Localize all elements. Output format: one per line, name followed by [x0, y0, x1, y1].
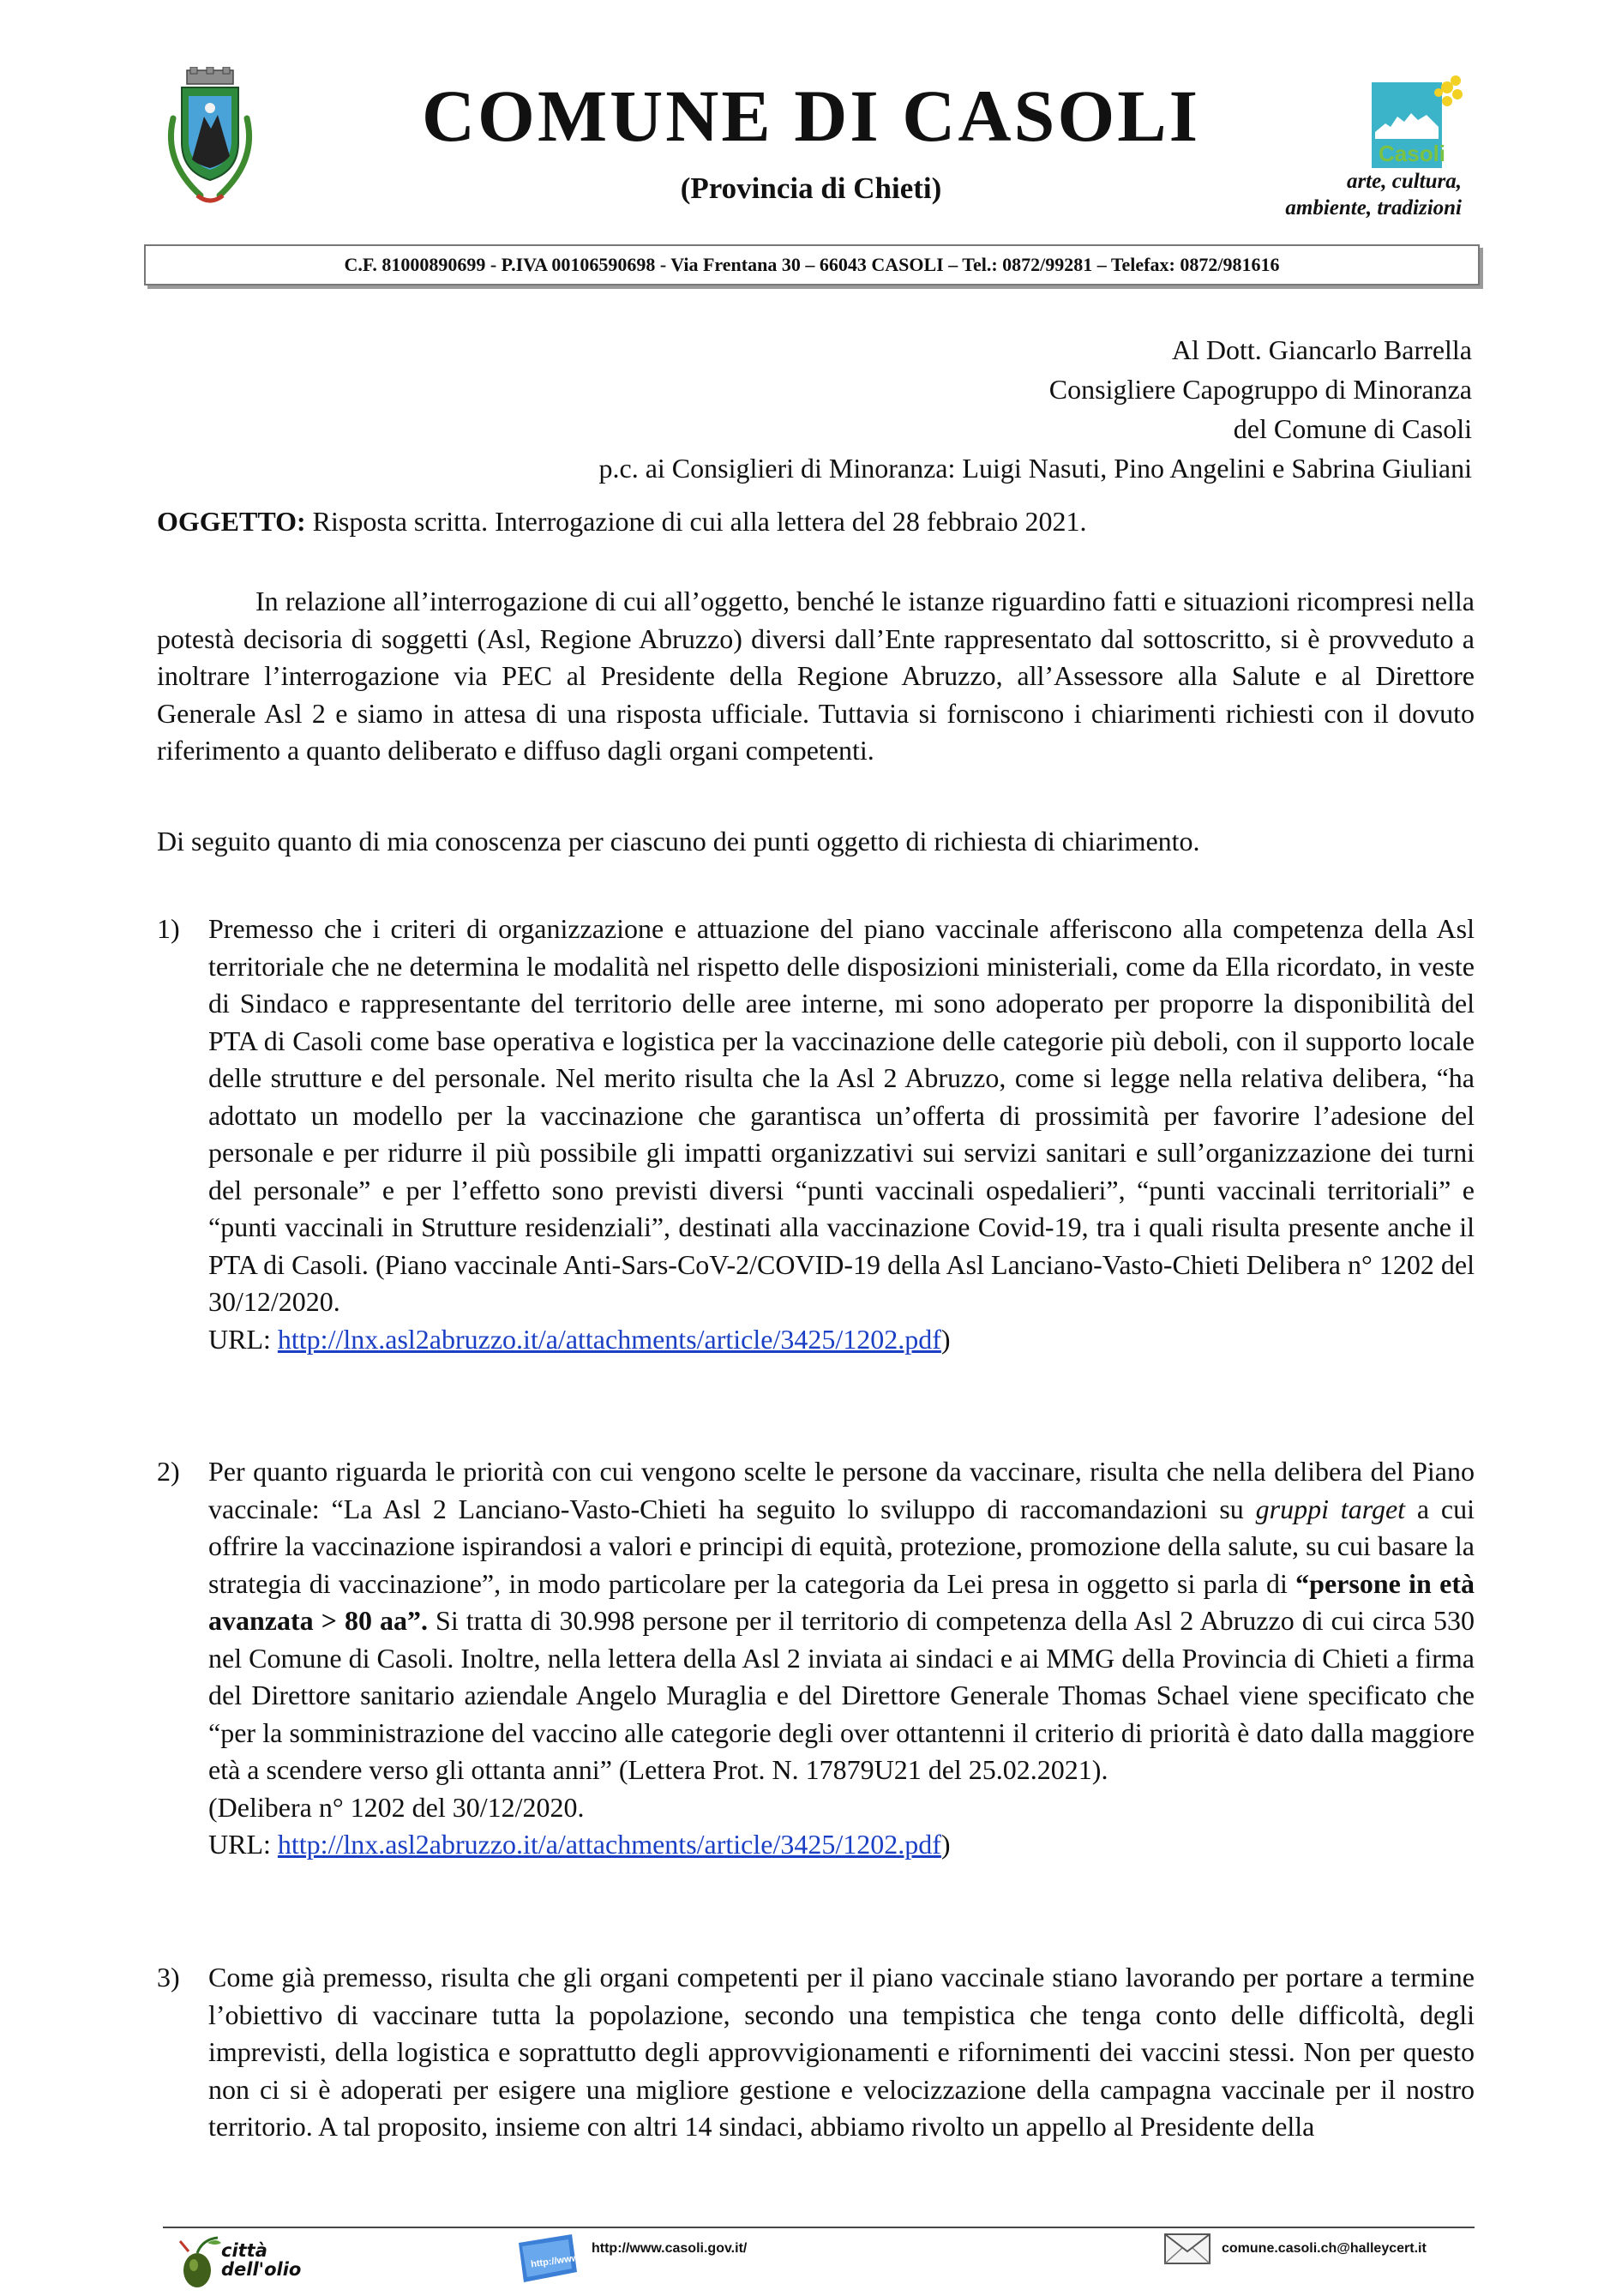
- addressee-line: Consigliere Capogruppo di Minoranza: [1048, 374, 1472, 405]
- item-2-delibera: (Delibera n° 1202 del 30/12/2020.: [208, 1791, 585, 1823]
- brand-tagline-line-1: arte, cultura,: [1346, 170, 1462, 193]
- olive-city-line-1: città: [221, 2240, 267, 2261]
- item-2-body-c: Si tratta di 30.998 persone per il territorio di competenza della Asl 2 Abruzzo di cui circa 530 nel Comune di Casoli. Inoltre, nella lettera della Asl 2 inviata ai sindaci e ai MMG della Provincia di Chieti a firma del Direttore sanitario aziendale Angelo Muraglia e del Direttore Generale Thomas Schael viene specificato che “per la somministrazione del vaccino alle categorie degli over ottantenni il criterio di priorità è dato dalla maggiore età a scendere verso gli ottanta anni” (Lettera Prot. N. 17879U21 del 25.02.2021).: [208, 1605, 1475, 1785]
- item-2-italic: gruppi target: [1255, 1493, 1406, 1524]
- item-2-bold: “persone in età avanzata > 80 aa”.: [208, 1567, 1475, 1636]
- subject-label: OGGETTO:: [157, 506, 306, 537]
- list-item-text: [208, 1453, 1475, 1864]
- website-icon-text: http://www: [530, 2252, 580, 2270]
- list-item-number: 2): [157, 1456, 180, 1487]
- brand-tagline: [1226, 168, 1462, 222]
- url-close: ): [940, 1323, 951, 1355]
- item-1-body: Premesso che i criteri di organizzazione e attuazione del piano vaccinale afferiscono alla competenza della Asl territoriale che ne determina le modalità nel rispetto delle disposizioni ministeriali, come da Ella ricordato, in veste di Sindaco e rappresentante del territorio delle aree interne, mi sono adoperato per proporre la disponibilità del PTA di Casoli come base operativa e logistica per la vaccinazione delle categorie più deboli, con il supporto locale delle strutture e del personale. Nel merito risulta che la Asl 2 Abruzzo, come si legge nella relativa delibera, “ha adottato un modello per la vaccinazione che garantisca un’offerta di prossimità per favorire l’adesione del personale e per ridurre il più possibile gli impatti organizzativi sui servizi sanitari e sull’organizzazione dei turni del personale” e per l’effetto sono previsti diversi “punti vaccinali ospedalieri”, “punti vaccinali territoriali” e “punti vaccinali in Strutture residenziali”, destinati alla vaccinazione Covid-19, tra i quali risulta presente anche il PTA di Casoli. (Piano vaccinale Anti-Sars-CoV-2/COVID-19 della Asl Lanciano-Vasto-Chieti Delibera n° 1202 del 30/12/2020.: [208, 913, 1475, 1317]
- url-label: URL:: [208, 1323, 278, 1355]
- list-item-number: 1): [157, 913, 180, 944]
- fiscal-info-text: C.F. 81000890699 - P.IVA 00106590698 - Via Frentana 30 – 66043 CASOLI – Tel.: 0872/99281 – Telefax: 0872/981616: [344, 254, 1280, 275]
- addressee-line: del Comune di Casoli: [1233, 413, 1472, 444]
- points-intro-paragraph: Di seguito quanto di mia conoscenza per ciascuno dei punti oggetto di richiesta di chiarimento.: [157, 826, 1200, 856]
- delibera-pdf-link[interactable]: http://lnx.asl2abruzzo.it/a/attachments/article/3425/1202.pdf: [277, 1829, 941, 1860]
- subject-line: [157, 506, 1086, 538]
- url-close: ): [940, 1829, 951, 1860]
- addressee-line: p.c. ai Consiglieri di Minoranza: Luigi Nasuti, Pino Angelini e Sabrina Giuliani: [598, 453, 1472, 484]
- addressee-block: [598, 330, 1472, 488]
- intro-paragraph: In relazione all’interrogazione di cui all’oggetto, benché le istanze riguardino fatti e situazioni ricompresi nella potestà decisoria di soggetti (Asl, Regione Abruzzo) diversi dall’Ente rappresentato dal sottoscritto, si è provveduto a inoltrare l’interrogazione via PEC al Presidente della Regione Abruzzo, all’Assessore alla Salute e al Direttore Generale Asl 2 e siamo in attesa di una risposta ufficiale. Tuttavia si forniscono i chiarimenti richiesti con il dovuto riferimento a quanto deliberato e diffuso dagli organi competenti.: [157, 586, 1475, 766]
- casoli-brand-logo-icon: [1363, 70, 1466, 173]
- delibera-pdf-link[interactable]: http://lnx.asl2abruzzo.it/a/attachments/article/3425/1202.pdf: [277, 1323, 941, 1355]
- website-link[interactable]: http://www.casoli.gov.it/: [592, 2241, 748, 2256]
- email-link[interactable]: comune.casoli.ch@halleycert.it: [1222, 2241, 1427, 2256]
- brand-tagline-line-2: ambiente, tradizioni: [1285, 196, 1462, 220]
- list-item-text: Come già premesso, risulta che gli organi competenti per il piano vaccinale stiano lavorando per portare a termine l’obiettivo di vaccinare tutta la popolazione, secondo una tempistica che tenga conto delle difficoltà, degli imprevisti, della logistica e soprattutto degli approvvigionamenti e rifornimenti dei vaccini stessi. Non per questo non ci si è adoperati per esigere una migliore gestione e velocizzazione della campagna vaccinale per il nostro territorio. A tal proposito, insieme con altri 14 sindaci, abbiamo rivolto un appello al Presidente della: [208, 1962, 1475, 2142]
- list-item-text: [208, 911, 1475, 1358]
- municipality-title: COMUNE DI CASOLI: [421, 75, 1201, 157]
- list-item-number: 3): [157, 1962, 180, 1992]
- addressee-line: Al Dott. Giancarlo Barrella: [1171, 334, 1472, 365]
- fiscal-info-bar: [144, 244, 1480, 285]
- item-2-body-a: Per quanto riguarda le priorità con cui vengono scelte le persone da vaccinare, risulta che nella delibera del Piano vaccinale: “La Asl 2 Lanciano-Vasto-Chieti ha seguito lo sviluppo di raccomandazioni su: [208, 1456, 1475, 1524]
- item-2-body-b: a cui offrire la vaccinazione ispirandosi a valori e principi di equità, protezione, promozione della salute, su cui basare la strategia di vaccinazione”, in modo particolare per la categoria da Lei presa in oggetto si parla di: [208, 1493, 1475, 1599]
- website-icon: [512, 2233, 582, 2286]
- olive-city-text: [221, 2241, 301, 2279]
- province-subtitle: (Provincia di Chieti): [680, 171, 942, 205]
- brand-name: Casoli: [1379, 141, 1446, 166]
- subject-text: Risposta scritta. Interrogazione di cui alla lettera del 28 febbraio 2021.: [305, 506, 1087, 537]
- olive-city-line-2: dell'olio: [221, 2259, 302, 2280]
- email-icon: [1163, 2233, 1211, 2265]
- footer-divider: [163, 2227, 1475, 2228]
- url-label: URL:: [208, 1829, 278, 1860]
